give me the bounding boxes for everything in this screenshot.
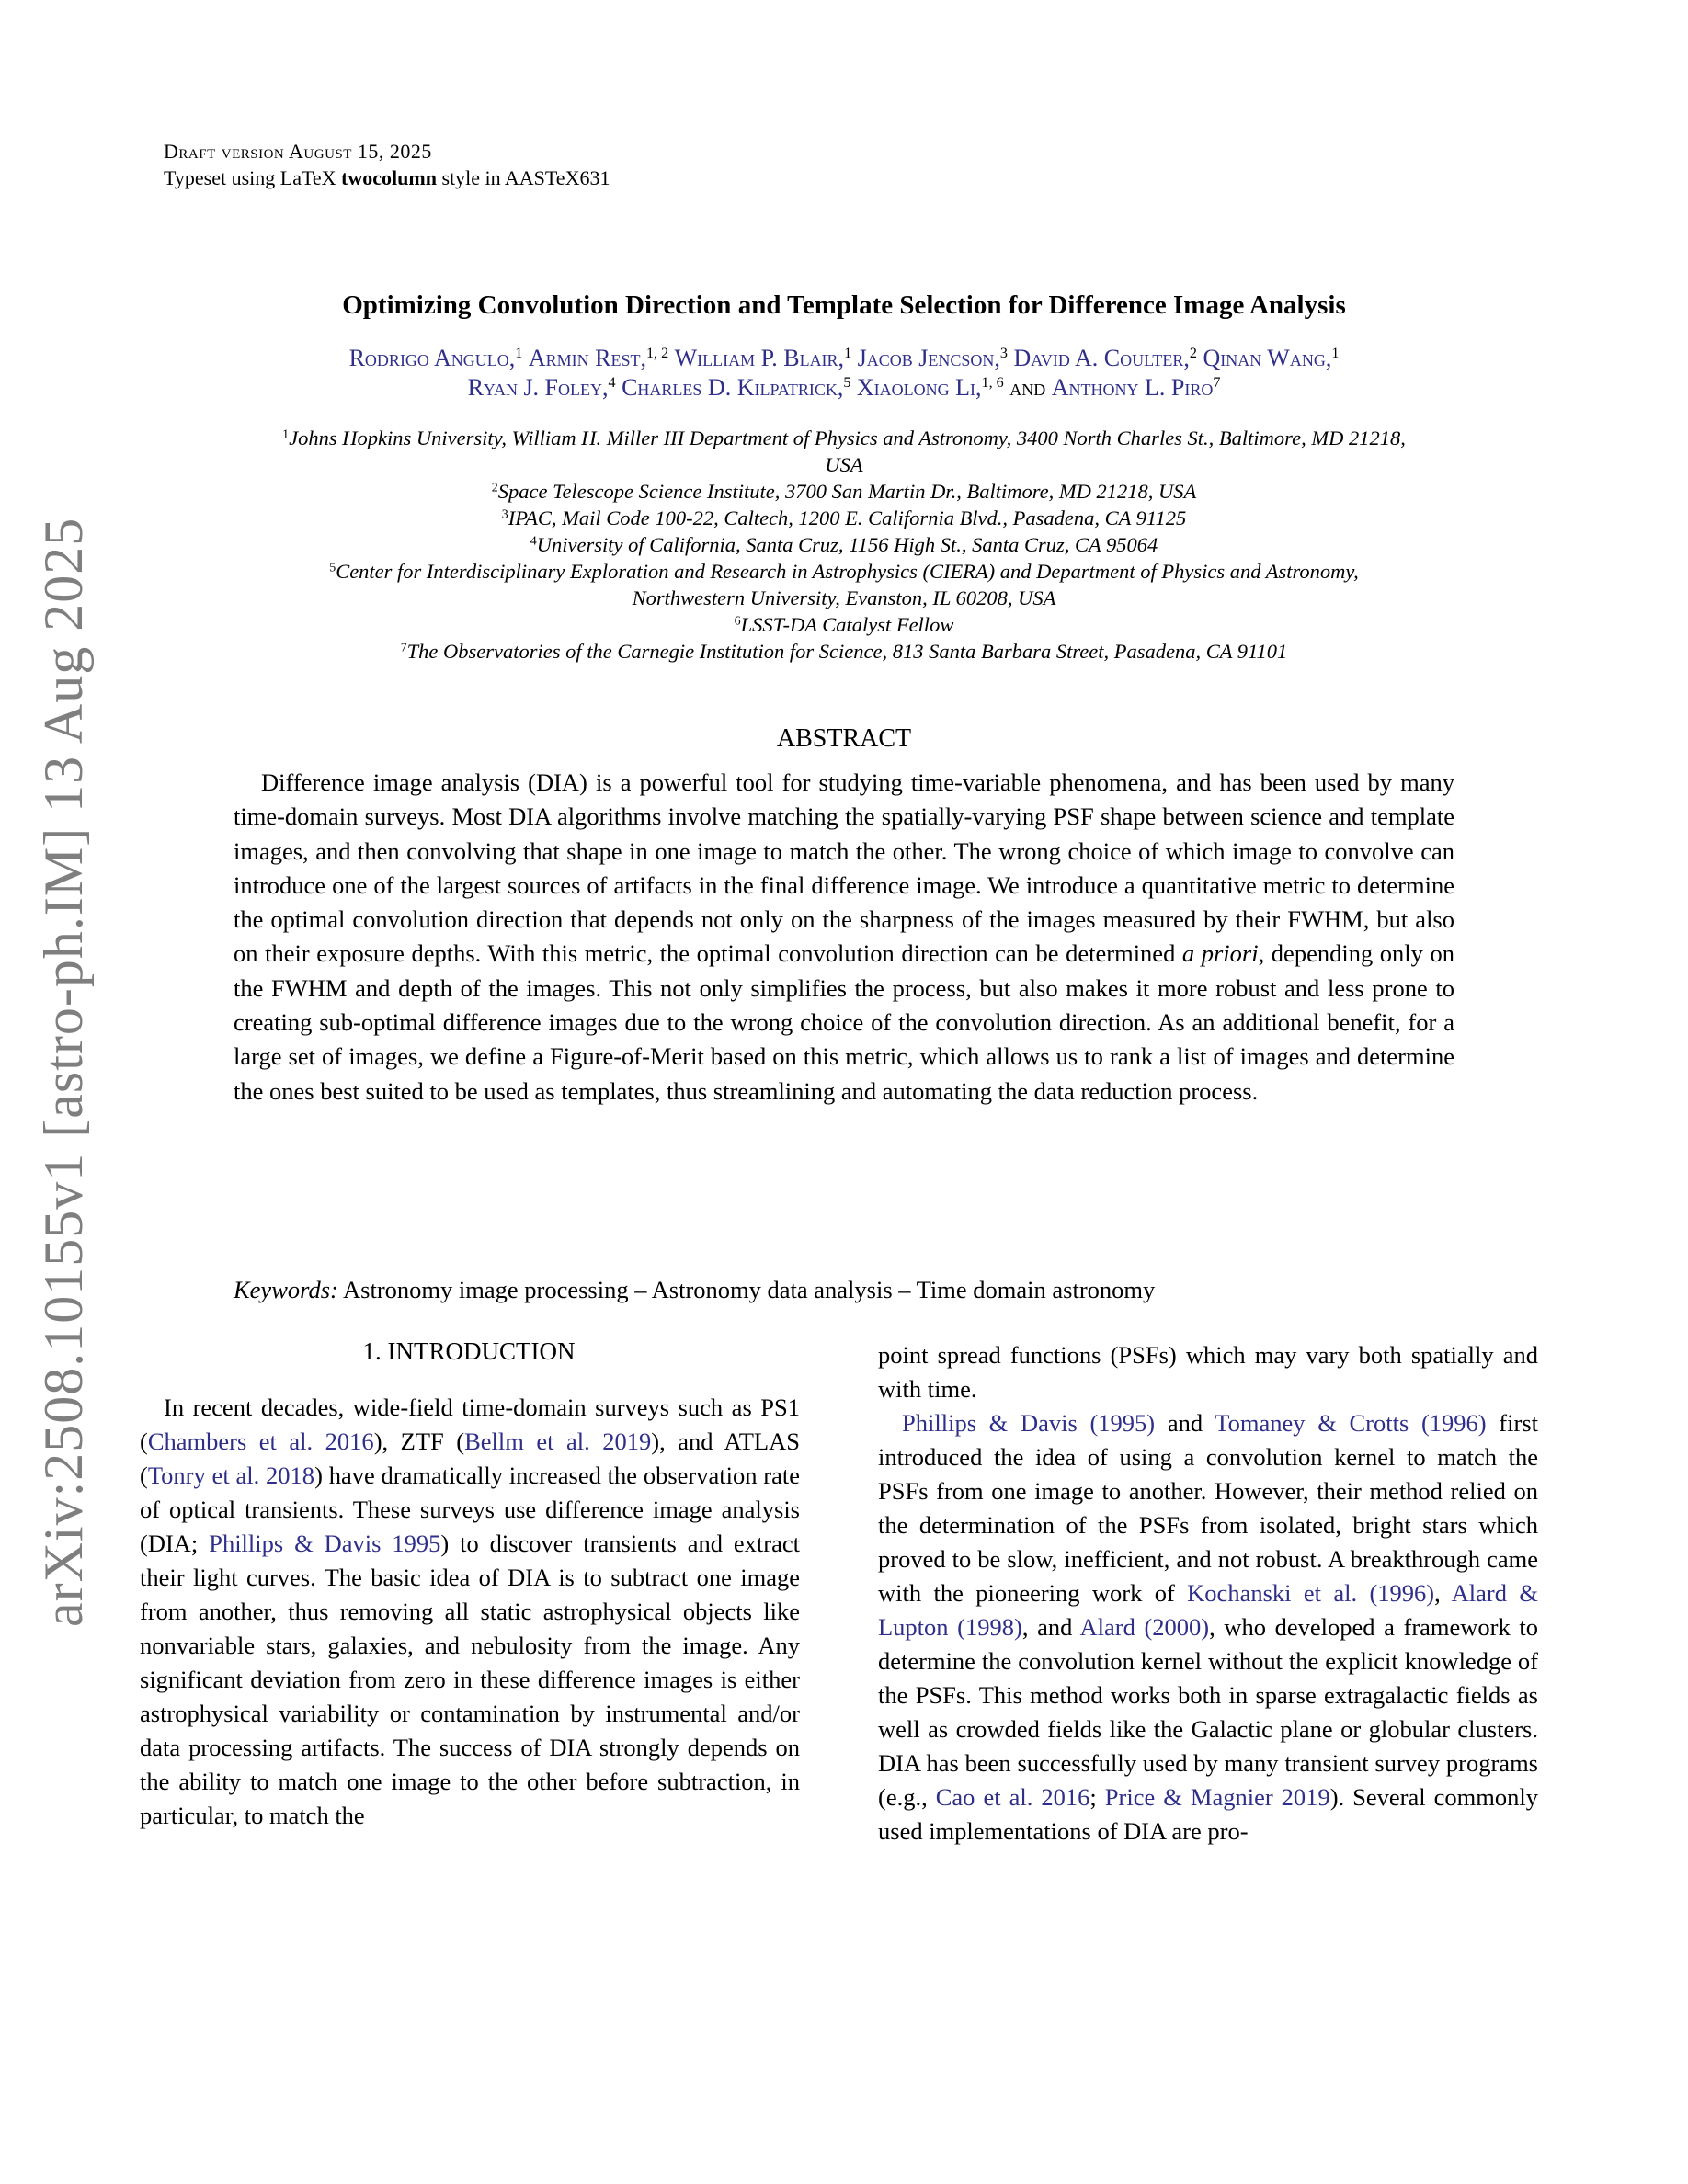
citation-link[interactable]: Phillips & Davis (1995) [902,1409,1156,1437]
affiliation-number: 6 [734,614,741,629]
affiliation-text: LSST-DA Catalyst Fellow [740,613,954,636]
affiliation-list [129,425,1559,665]
abstract-text: Difference image analysis (DIA) is a powerful tool for studying time-variable phenomena, and has been used by many time-domain surveys. Most DIA algorithms involve matching the spatially-varying PSF shape between science and template images, and then convolving that shape in one image to match the other. The wrong choice of which image to convolve can introduce one of the largest sources of artifacts in the final difference image. We introduce a quantitative metric to determine the optimal convolution direction that depends not only on the sharpness of the images measured by their FWHM, but also on their exposure depths. With this metric, the optimal convolution direction can be determined [234,768,1454,968]
author-line-2 [0,373,1688,403]
affiliation-item [129,425,1559,478]
affiliation-number: 3 [501,507,508,522]
body-text: ; [1089,1783,1105,1811]
body-text: ). Several commonly used implementations of DIA are pro- [878,1783,1538,1845]
typeset-style: twocolumn [341,166,437,189]
affiliation-number: 2 [491,481,498,495]
affiliation-number: 4 [530,534,537,549]
author-affiliation: 1, 6 [981,375,1004,392]
affiliation-number: 1 [282,427,290,442]
citation-link[interactable]: Phillips & Davis 1995 [209,1530,441,1557]
author-affiliation: 2 [1189,346,1197,362]
citation-link[interactable]: Alard (2000) [1079,1613,1210,1641]
latex-logo: LaTeX [279,166,336,189]
author-name[interactable]: David A. Coulter, [1013,345,1190,371]
author-affiliation: 1 [515,346,523,362]
citation-link[interactable]: Price & Magnier 2019 [1104,1783,1330,1811]
affiliation-text-cont: USA [825,453,863,476]
typeset-suffix: style in AASTeX631 [436,166,610,189]
author-line-1 [0,344,1688,373]
affiliation-item [129,505,1559,531]
affiliation-text: University of California, Santa Cruz, 1156 High St., Santa Cruz, CA 95064 [536,533,1158,556]
citation-link[interactable]: Bellm et al. 2019 [464,1428,652,1455]
affiliation-item [129,638,1559,665]
author-conjunction: and [1009,374,1046,401]
author-name[interactable]: Ryan J. Foley, [467,374,609,401]
affiliation-text: IPAC, Mail Code 100-22, Caltech, 1200 E. California Blvd., Pasadena, CA 91125 [508,506,1187,529]
body-text: ) have dramatically increased the observation rate of optical transients. These surveys use difference image analysis (DIA; [140,1462,800,1557]
keywords [234,1273,1521,1306]
author-name[interactable]: Qinan Wang, [1203,345,1332,371]
abstract-body [234,766,1454,1109]
affiliation-item [129,478,1559,505]
affiliation-text: Space Telescope Science Institute, 3700 San Martin Dr., Baltimore, MD 21218, USA [497,480,1197,503]
draft-version: Draft version August 15, 2025 [164,140,432,163]
body-text: ), ZTF ( [373,1428,465,1455]
abstract-heading: ABSTRACT [776,724,912,753]
section-heading-introduction: 1. INTRODUCTION [362,1337,576,1365]
author-affiliation: 5 [843,375,851,392]
citation-link[interactable]: Chambers et al. 2016 [147,1428,374,1455]
body-text: ), and ATLAS ( [140,1428,800,1489]
intro-left-column [140,1391,800,1833]
author-name[interactable]: Armin Rest, [528,345,646,371]
author-affiliation: 1 [1331,346,1340,362]
abstract-emphasis: a priori [1181,939,1259,968]
affiliation-item [129,531,1559,558]
citation-link[interactable]: Tomaney & Crotts (1996) [1215,1409,1487,1437]
author-name[interactable]: Rodrigo Angulo, [348,345,516,371]
paper-title: Optimizing Convolution Direction and Template Selection for Difference Image Analysis [342,290,1346,320]
affiliation-text-cont: Northwestern University, Evanston, IL 60208, USA [632,586,1056,609]
citation-link[interactable]: Alard & Lupton (1998) [878,1579,1538,1641]
keywords-text: Astronomy image processing – Astronomy data analysis – Time domain astronomy [337,1276,1156,1303]
author-name[interactable]: Anthony L. Piro [1051,374,1214,401]
affiliation-text: Center for Interdisciplinary Exploration and Research in Astrophysics (CIERA) and Department of Physics and Astronomy, [336,560,1359,583]
author-affiliation: 1 [844,346,852,362]
body-text: In recent decades, wide-field time-domain surveys such as PS1 ( [140,1393,800,1455]
citation-link[interactable]: Kochanski et al. (1996) [1187,1579,1435,1607]
body-text: , who developed a framework to determine the convolution kernel without the explicit knowledge of the PSFs. This method works both in sparse extragalactic fields as well as crowded fields like the Galactic plane or globular clusters. DIA has been successfully used by many transient survey programs (e.g., [878,1613,1538,1811]
author-affiliation: 3 [999,346,1008,362]
body-text: , [1434,1579,1452,1607]
author-affiliation: 7 [1213,375,1221,392]
author-name[interactable]: Charles D. Kilpatrick, [622,374,844,401]
draft-header [164,138,610,191]
affiliation-item [129,611,1559,638]
body-text: first introduced the idea of using a convolution kernel to match the PSFs from one image to another. However, their method relied on the determination of the PSFs from isolated, bright stars which proved to be slow, inefficient, and not robust. A breakthrough came with the pioneering work of [878,1409,1538,1607]
affiliation-text: The Observatories of the Carnegie Institution for Science, 813 Santa Barbara Street, Pasadena, CA 91101 [406,640,1288,663]
body-text: and [1155,1409,1215,1437]
typeset-prefix: Typeset using [164,166,280,189]
affiliation-number: 7 [400,641,407,655]
intro-right-column-continuation: point spread functions (PSFs) which may vary both spatially and with time. [878,1341,1538,1403]
intro-right-column-paragraph [878,1406,1538,1848]
author-affiliation: 4 [608,375,616,392]
keywords-label: Keywords: [234,1276,338,1303]
author-list [0,344,1688,403]
typeset-line [164,165,610,191]
abstract-text: , depending only on the FWHM and depth of the images. This not only simplifies the process, but also makes it more robust and less prone to creating sub-optimal difference images due to the wrong choice of the convolution direction. As an additional benefit, for a large set of images, we define a Figure-of-Merit based on this metric, which allows us to rank a list of images and determine the ones best suited to be used as templates, thus streamlining and automating the data reduction process. [234,939,1454,1105]
affiliation-text: Johns Hopkins University, William H. Miller III Department of Physics and Astronomy, 3400 North Charles St., Baltimore, MD 21218, [289,427,1406,449]
body-text: , and [1021,1613,1080,1641]
author-name[interactable]: Jacob Jencson, [857,345,1000,371]
author-name[interactable]: Xiaolong Li, [856,374,982,401]
citation-link[interactable]: Cao et al. 2016 [935,1783,1090,1811]
author-name[interactable]: William P. Blair, [674,345,845,371]
arxiv-identifier: arXiv:2508.10155v1 [astro-ph.IM] 13 Aug 2025 [33,517,94,1627]
affiliation-number: 5 [329,561,336,575]
body-text: ) to discover transients and extract their light curves. The basic idea of DIA is to subtract one image from another, thus removing all static astrophysical objects like nonvariable stars, galaxies, and nebulosity from the image. Any significant deviation from zero in these difference images is either astrophysical variability or contamination by instrumental and/or data processing artifacts. The success of DIA strongly depends on the ability to match one image to the other before subtraction, in particular, to match the [140,1530,800,1829]
citation-link[interactable]: Tonry et al. 2018 [147,1462,315,1489]
affiliation-item [129,558,1559,611]
author-affiliation: 1, 2 [645,346,669,362]
